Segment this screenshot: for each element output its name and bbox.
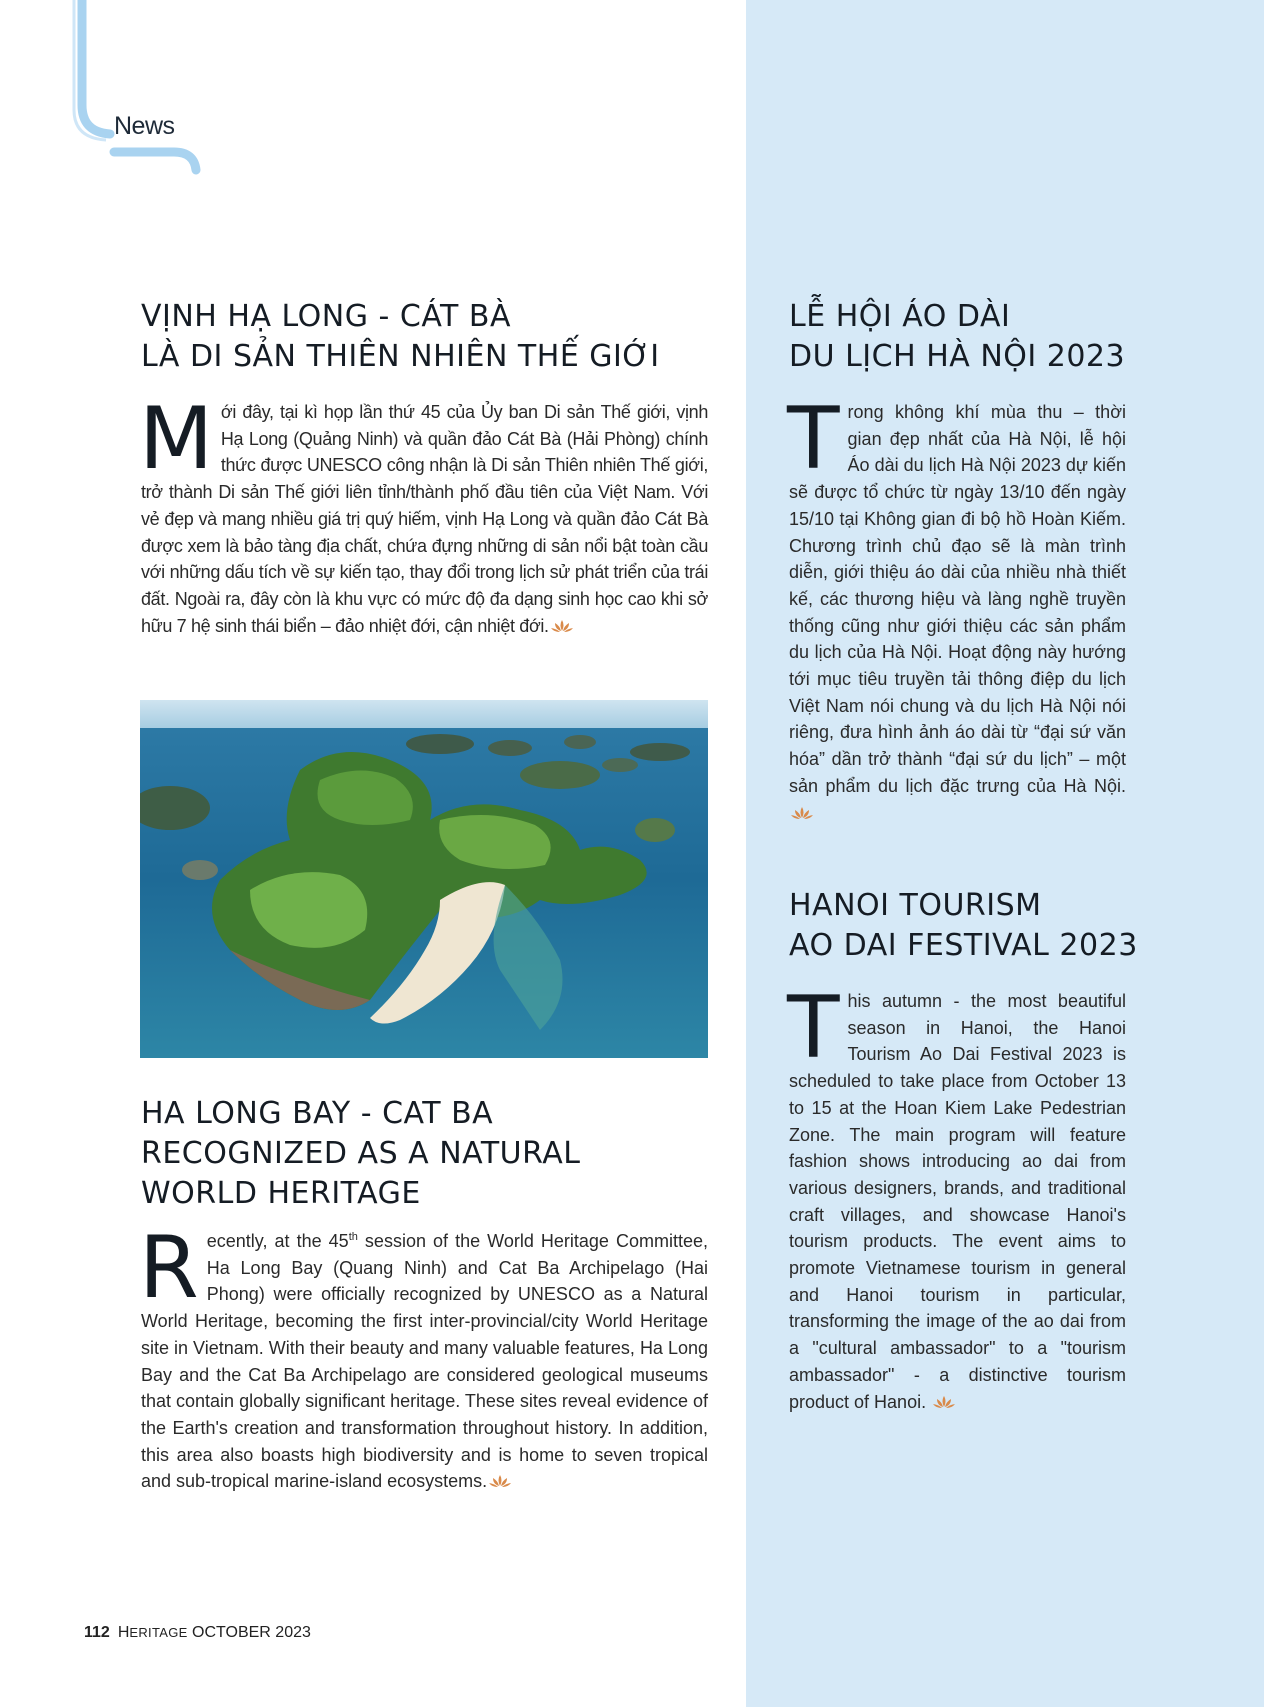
article-body: [787, 389, 1126, 826]
section-tab-decoration: [66, 0, 206, 175]
headline: [789, 297, 1126, 377]
page-footer: [84, 1624, 311, 1642]
headline: [141, 297, 708, 377]
body-text: his autumn - the most beautiful season in Hanoi, the Hanoi Tourism Ao Dai Festival 2023 is scheduled to take place from October 13 to 15 at the Hoan Kiem Lake Pedestrian Zone. The main program will feature fashion shows introducing ao dai from various designers, brands, and traditional craft villages, and showcase Hanoi's tourism products. The event aims to promote Vietnamese tourism in general and Hanoi tourism in particular, transforming the image of the ao dai from a "cultural ambassador" to a "tourism ambassador" - a distinctive tourism product of Hanoi.: [789, 991, 1126, 1412]
drop-cap: M: [139, 389, 213, 489]
lotus-icon: [551, 619, 573, 633]
magazine-name-initial: H: [117, 1624, 130, 1641]
ordinal-superscript: th: [348, 1231, 358, 1243]
drop-cap: R: [139, 1218, 199, 1318]
headline-line-2: AO DAI FESTIVAL 2023: [789, 928, 1138, 963]
article-body: [139, 1218, 709, 1495]
drop-cap: T: [787, 389, 840, 489]
headline-line-1: HA LONG BAY - CAT BA: [141, 1096, 494, 1131]
page-number: 112: [84, 1624, 110, 1641]
halong-bay-photo: [140, 700, 708, 1058]
article-aodai-english: [787, 886, 1138, 1415]
right-column-background: [746, 0, 1264, 1707]
body-text: ới đây, tại kì họp lần thứ 45 của Ủy ban Di sản Thế giới, vịnh Hạ Long (Quảng Ninh) và quần đảo Cát Bà (Hải Phòng) chính thức được UNESCO công nhận là Di sản Thiên nhiên Thế giới, trở thành Di sản Thế giới liên tỉnh/thành phố đầu tiên của Việt Nam. Với vẻ đẹp và mang nhiều giá trị quý hiếm, vịnh Hạ Long và quần đảo Cát Bà được xem là bảo tàng địa chất, chứa đựng những di sản nổi bật toàn cầu với những dấu tích về sự kiến tạo, thay đổi trong lịch sử phát triển của trái đất. Ngoài ra, đây còn là khu vực có mức độ đa dạng sinh học cao khi sở hữu 7 hệ sinh thái biển – đảo nhiệt đới, cận nhiệt đới.: [141, 402, 708, 636]
headline-line-1: HANOI TOURISM: [789, 888, 1042, 923]
drop-cap: T: [787, 978, 840, 1078]
article-aodai-vietnamese: [789, 297, 1126, 826]
body-text: rong không khí mùa thu – thời gian đẹp nhất của Hà Nội, lễ hội Áo dài du lịch Hà Nội 2023 dự kiến sẽ được tổ chức từ ngày 13/10 đến ngày 15/10 tại Không gian đi bộ hồ Hoàn Kiếm. Chương trình chủ đạo sẽ là màn trình diễn, giới thiệu áo dài của nhiều nhà thiết kế, các thương hiệu và làng nghề truyền thống cũng như giới thiệu các sản phẩm du lịch của Hà Nội. Hoạt động này hướng tới mục tiêu truyền tải thông điệp du lịch Việt Nam nói chung và du lịch Hà Nội nói riêng, đưa hình ảnh áo dài từ “đại sứ văn hóa” dần trở thành “đại sứ du lịch” – một sản phẩm du lịch đặc trưng của Hà Nội.: [789, 402, 1126, 796]
article-halong-vietnamese: [141, 297, 708, 639]
article-body: [139, 389, 708, 639]
headline-line-1: LỄ HỘI ÁO DÀI: [789, 299, 1011, 334]
headline: [789, 886, 1138, 966]
article-body: [787, 978, 1126, 1415]
headline: [141, 1094, 708, 1214]
body-text-part-2: session of the World Heritage Committee, Ha Long Bay (Quang Ninh) and Cat Ba Archipelago (Hai Phong) were officially recognized by UNESCO as a Natural World Heritage, becoming the first inter-provincial/city World Heritage site in Vietnam. With their beauty and many valuable features, Ha Long Bay and the Cat Ba Archipelago are considered geological museums that contain globally significant heritage. These sites reveal evidence of the Earth's creation and transformation throughout history. In addition, this area also boasts high biodiversity and is home to seven tropical and sub-tropical marine-island ecosystems.: [141, 1231, 709, 1492]
headline-line-2: LÀ DI SẢN THIÊN NHIÊN THẾ GIỚI: [141, 339, 660, 374]
headline-line-2: RECOGNIZED AS A NATURAL: [141, 1136, 581, 1171]
lotus-icon: [791, 806, 813, 820]
body-text-part-1: ecently, at the 45: [206, 1231, 349, 1251]
magazine-name: ERITAGE: [129, 1625, 188, 1640]
article-halong-english: [141, 1094, 708, 1495]
headline-line-3: WORLD HERITAGE: [141, 1176, 421, 1211]
lotus-icon: [489, 1474, 511, 1488]
headline-line-2: DU LỊCH HÀ NỘI 2023: [789, 339, 1126, 374]
issue-date: OCTOBER 2023: [192, 1624, 311, 1641]
lotus-icon: [933, 1395, 955, 1409]
section-label: News: [114, 112, 175, 140]
headline-line-1: VỊNH HẠ LONG - CÁT BÀ: [141, 299, 511, 334]
